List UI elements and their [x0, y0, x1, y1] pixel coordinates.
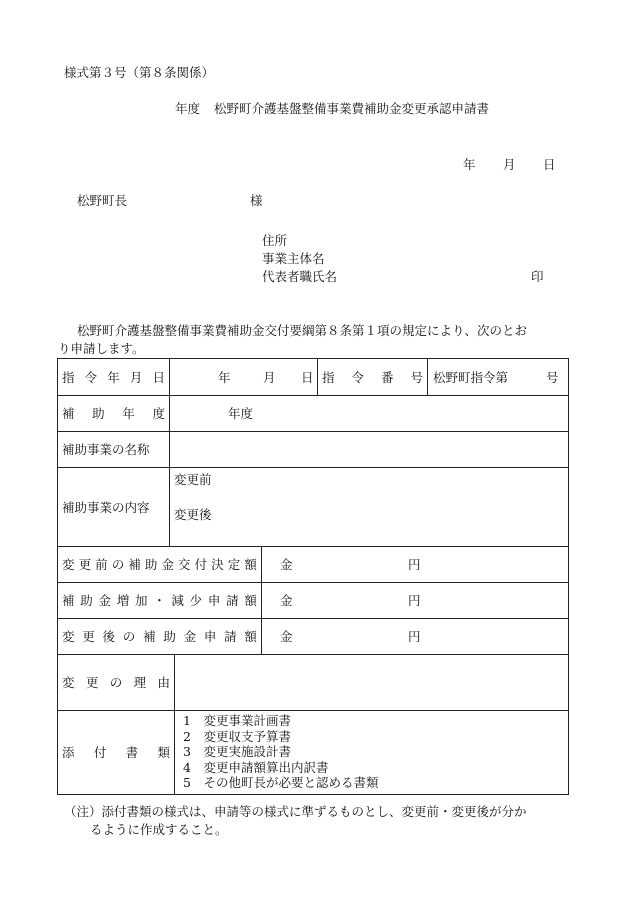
row-prior-amount [58, 547, 569, 583]
prior-amount-label: 変 更 前 の 補 助 金 交 付 決 定 額 [62, 557, 257, 572]
row-project-content [58, 468, 569, 547]
fiscal-year-label-cell [58, 396, 170, 432]
document-title [175, 100, 489, 117]
row-project-name [58, 432, 569, 468]
order-date-year: 年 [218, 369, 231, 385]
project-name-label: 補助事業の名称 [62, 442, 150, 457]
attachment-item: 4 変更申請額算出内訳書 [183, 759, 329, 775]
title-text: 松野町介護基盤整備事業費補助金変更承認申請書 [214, 101, 490, 116]
applicant-address-label: 住所 [262, 233, 288, 248]
project-content-value-cell[interactable] [170, 468, 569, 547]
order-number-label-cell [318, 359, 428, 396]
new-amount-prefix: 金 [280, 629, 293, 644]
order-date-day: 日 [301, 369, 314, 385]
order-date-value-cell[interactable] [170, 359, 318, 396]
row-reason [58, 655, 569, 711]
row-order-date [58, 359, 569, 396]
prior-amount-value-cell[interactable] [262, 547, 569, 583]
recipient-name: 松野町長 [77, 193, 128, 208]
change-amount-label: 補 助 金 増 加 ・ 減 少 申 請 額 [62, 593, 257, 608]
application-form-table [57, 358, 569, 795]
order-number-value-cell[interactable] [428, 359, 569, 396]
date-month: 月 [503, 157, 516, 172]
reason-value-cell[interactable] [175, 655, 569, 711]
project-content-label: 補助事業の内容 [62, 499, 150, 515]
new-amount-suffix: 円 [408, 629, 421, 644]
attachment-item: 2 変更収支予算書 [183, 728, 291, 744]
attachment-item: 5 その他町長が必要と認める書類 [183, 775, 379, 791]
prior-amount-suffix: 円 [408, 557, 421, 572]
row-fiscal-year [58, 396, 569, 432]
applicant-representative-label: 代表者職氏名 [262, 269, 338, 284]
note-line-1: （注）添付書類の様式は、申請等の様式に準ずるものとし、変更前・変更後が分か [64, 804, 527, 819]
order-date-label: 指 令 年 月 日 [62, 369, 165, 385]
attachments-list [175, 711, 568, 793]
reason-label-cell [58, 655, 175, 711]
form-number: 様式第３号（第８条関係） [64, 65, 215, 80]
order-number-label: 指 令 番 号 [322, 369, 423, 385]
change-amount-value-cell[interactable] [262, 583, 569, 619]
project-content-label-cell [58, 468, 170, 547]
new-amount-label-cell [58, 619, 262, 655]
change-amount-suffix: 円 [408, 593, 421, 608]
fiscal-year-value-cell[interactable] [170, 396, 569, 432]
fiscal-year-label: 補 助 年 度 [62, 406, 165, 421]
recipient-honorific: 様 [250, 193, 263, 208]
seal-mark: 印 [531, 269, 544, 284]
intro-line-1: 松野町介護基盤整備事業費補助金交付要綱第８条第１項の規定により、次のとお [77, 323, 528, 338]
new-amount-label: 変 更 後 の 補 助 金 申 請 額 [62, 629, 257, 644]
row-attachments [58, 711, 569, 795]
attachments-label: 添 付 書 類 [62, 745, 170, 760]
reason-label: 変 更 の 理 由 [62, 675, 170, 690]
intro-line-2: り申請します。 [58, 341, 145, 356]
fiscal-year-value: 年度 [228, 406, 254, 421]
change-amount-prefix: 金 [280, 593, 293, 608]
applicant-entity-label: 事業主体名 [262, 251, 325, 266]
project-name-label-cell [58, 432, 170, 468]
order-number-suffix: 号 [546, 369, 559, 385]
order-number-prefix: 松野町指令第 [433, 369, 509, 385]
attachments-label-cell [58, 711, 175, 795]
note-line-2: るように作成すること。 [90, 822, 228, 837]
before-change-label: 変更前 [174, 472, 212, 487]
attachments-list-cell [175, 711, 569, 795]
row-new-amount [58, 619, 569, 655]
title-fiscal-year: 年度 [175, 101, 201, 116]
after-change-label: 変更後 [174, 507, 212, 522]
new-amount-value-cell[interactable] [262, 619, 569, 655]
order-date-label-cell [58, 359, 170, 396]
prior-amount-prefix: 金 [280, 557, 293, 572]
attachment-item: 3 変更実施設計書 [183, 744, 291, 760]
row-change-amount [58, 583, 569, 619]
attachment-item: 1 変更事業計画書 [183, 713, 291, 728]
order-date-month: 月 [263, 369, 276, 385]
date-day: 日 [543, 157, 556, 172]
project-name-value-cell[interactable] [170, 432, 569, 468]
change-amount-label-cell [58, 583, 262, 619]
prior-amount-label-cell [58, 547, 262, 583]
date-year: 年 [463, 157, 476, 172]
